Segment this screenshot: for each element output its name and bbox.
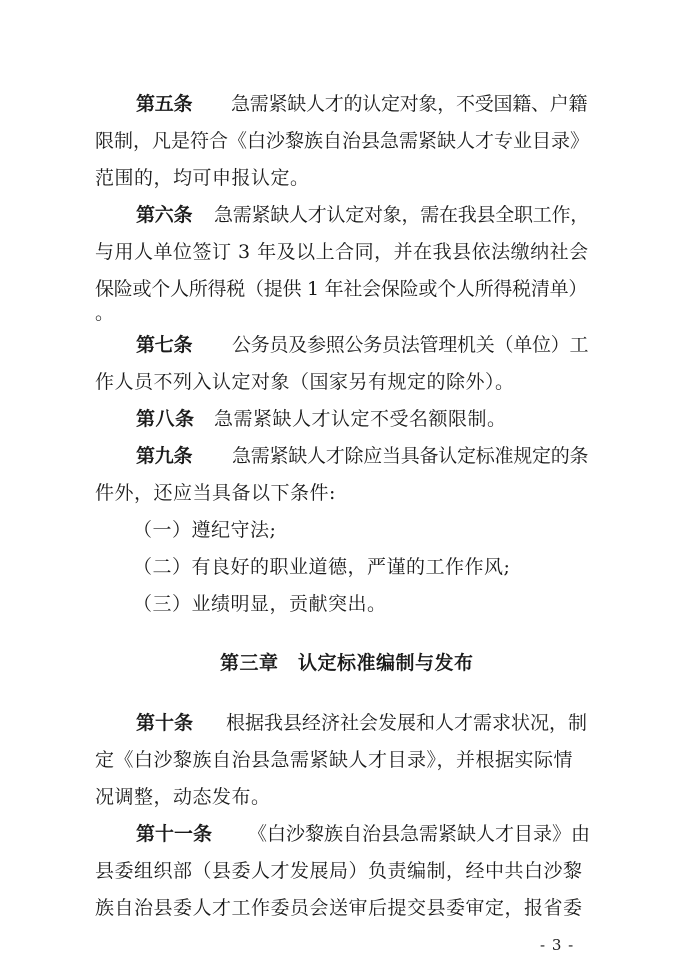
article-5-line-3: 范围的，均可申报认定。 — [95, 167, 310, 189]
article-10-text-1: 根据我县经济社会发展和人才需求状况，制 — [226, 712, 588, 734]
article-7-line-1 — [136, 333, 588, 357]
article-9-line-1 — [136, 444, 588, 468]
article-11-line-2: 县委组织部（县委人才发展局）负责编制，经中共白沙黎 — [95, 860, 583, 882]
article-6-line-3: 保险或个人所得税（提供 1 年社会保险或个人所得税清单） — [95, 278, 588, 300]
article-9-item-1: （一）遵纪守法; — [133, 519, 277, 541]
article-5-line-1 — [136, 92, 587, 116]
chapter-heading: 第三章 认定标准编制与发布 — [220, 652, 474, 674]
article-6-line-1 — [136, 203, 589, 227]
article-10-line-2: 定《白沙黎族自治县急需紧缺人才目录》，并根据实际情 — [95, 749, 574, 771]
article-8-text-1: 急需紧缺人才认定不受名额限制。 — [214, 408, 507, 430]
article-11-line-1 — [136, 822, 590, 846]
page-number: - 3 - — [540, 936, 575, 954]
article-6-text-1: 急需紧缺人才认定对象，需在我县全职工作， — [214, 204, 590, 226]
article-10-label: 第十条 — [136, 712, 194, 734]
article-5-text-1: 急需紧缺人才的认定对象，不受国籍、户籍 — [231, 93, 588, 115]
article-7-line-2: 作人员不列入认定对象（国家另有规定的除外）。 — [95, 371, 515, 393]
article-5-label: 第五条 — [136, 93, 193, 115]
article-8-label: 第八条 — [136, 408, 195, 430]
article-9-item-2: （二）有良好的职业道德，严谨的工作作风; — [133, 556, 511, 578]
article-10-line-3: 况调整，动态发布。 — [95, 786, 271, 808]
article-9-label: 第九条 — [136, 445, 193, 467]
article-9-line-2: 件外，还应当具备以下条件: — [95, 482, 336, 504]
article-11-line-3: 族自治县委人才工作委员会送审后提交县委审定，报省委 — [95, 897, 583, 919]
article-9-item-3: （三）业绩明显，贡献突出。 — [133, 593, 387, 615]
article-8-line-1 — [136, 407, 507, 431]
article-6-line-2: 与用人单位签订 3 年及以上合同，并在我县依法缴纳社会 — [95, 241, 589, 263]
article-5-line-2: 限制，凡是符合《白沙黎族自治县急需紧缺人才专业目录》 — [95, 130, 590, 152]
article-11-text-1: 《白沙黎族自治县急需紧缺人才目录》由 — [248, 823, 591, 845]
article-10-line-1 — [136, 711, 587, 735]
article-7-text-1: 公务员及参照公务员法管理机关（单位）工 — [232, 334, 589, 356]
article-7-label: 第七条 — [136, 334, 193, 356]
article-9-text-1: 急需紧缺人才除应当具备认定标准规定的条 — [232, 445, 589, 467]
article-11-label: 第十一条 — [136, 823, 213, 845]
article-6-line-4: 。 — [95, 302, 115, 324]
article-6-label: 第六条 — [136, 204, 193, 226]
